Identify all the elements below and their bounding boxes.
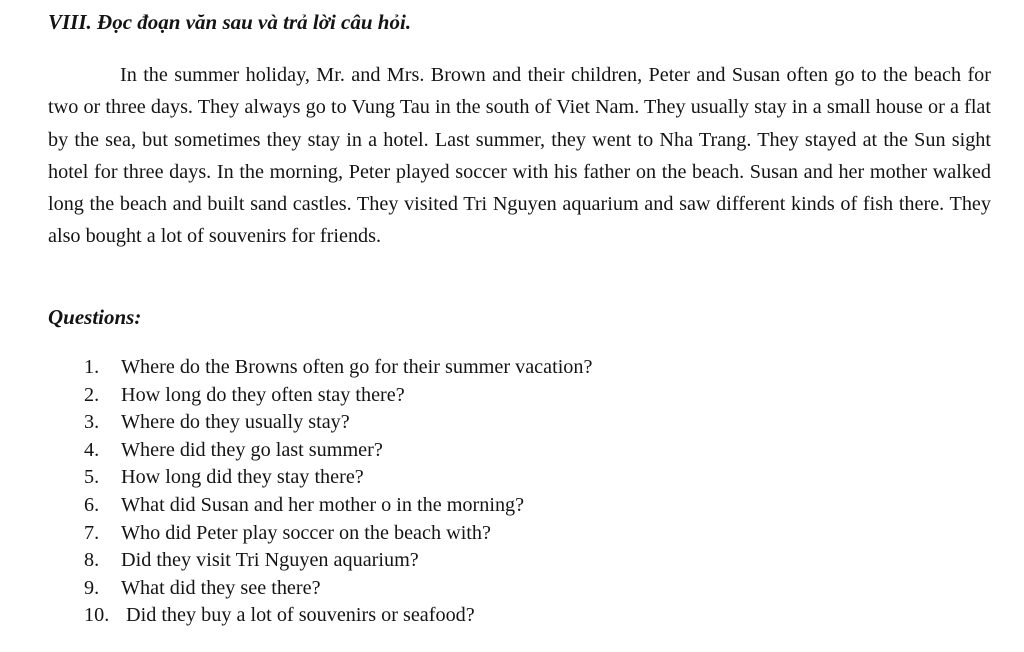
reading-passage: In the summer holiday, Mr. and Mrs. Brown and their children, Peter and Susan often go to the beach for two or three days. They always go to Vung Tau in the south of Viet Nam. They usually stay in a small house or a flat by the sea, but sometimes they stay in a hotel. Last summer, they went to Nha Trang. They stayed at the Sun sight hotel for three days. In the morning, Peter played soccer with his father on the beach. Susan and her mother walked long the beach and built sand castles. They visited Tri Nguyen aquarium and saw different kinds of fish there. They also bought a lot of souvenirs for friends. (48, 64, 991, 248)
question-text: How long do they often stay there? (121, 383, 405, 406)
question-text: What did Susan and her mother o in the morning? (121, 493, 525, 516)
question-item (84, 602, 592, 630)
question-text: Did they visit Tri Nguyen aquarium? (121, 549, 419, 572)
question-number: 9. (84, 576, 100, 599)
question-number: 5. (84, 466, 100, 489)
question-item (84, 464, 592, 492)
question-number: 7. (84, 521, 100, 544)
question-item (84, 520, 592, 548)
question-number: 6. (84, 493, 100, 516)
question-item (84, 492, 592, 520)
question-text: Where did they go last summer? (121, 438, 383, 461)
question-item (84, 437, 592, 465)
question-number: 1. (84, 356, 100, 378)
question-number: 4. (84, 438, 100, 461)
question-text: Who did Peter play soccer on the beach with? (121, 521, 491, 544)
question-text: Where do they usually stay? (121, 411, 350, 434)
question-item (84, 409, 592, 437)
exercise-heading: VIII. Đọc đoạn văn sau và trả lời câu hỏi. (48, 10, 412, 34)
question-text: Did they buy a lot of souvenirs or seafood? (126, 604, 475, 627)
question-number: 8. (84, 549, 100, 572)
question-item (84, 575, 592, 603)
question-item (84, 354, 592, 382)
question-text: How long did they stay there? (121, 466, 364, 489)
question-item (84, 547, 592, 575)
question-text: Where do the Browns often go for their summer vacation? (121, 356, 593, 378)
question-item (84, 382, 592, 410)
question-number: 3. (84, 411, 100, 434)
question-number: 10. (84, 604, 110, 627)
question-number: 2. (84, 383, 100, 406)
questions-list (84, 354, 592, 630)
questions-title: Questions: (48, 305, 142, 329)
question-text: What did they see there? (121, 576, 321, 599)
